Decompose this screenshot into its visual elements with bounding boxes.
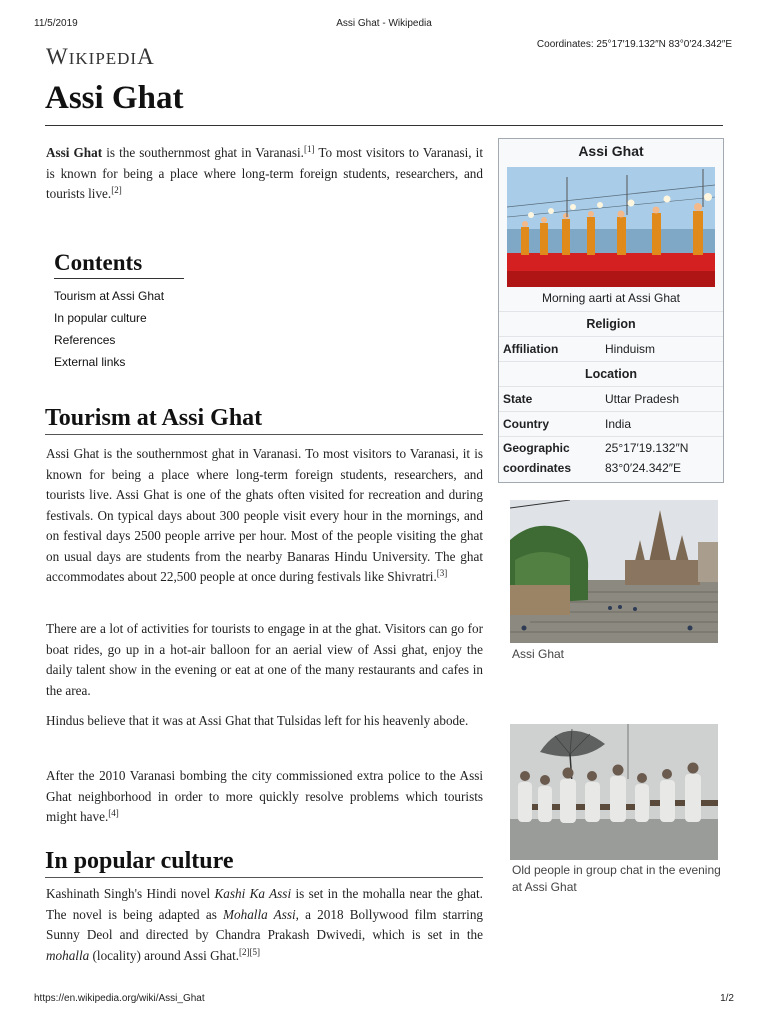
toc-item-popular-culture[interactable]: In popular culture [54, 311, 147, 325]
country-label: Country [503, 417, 549, 431]
geo-label [499, 438, 601, 478]
affiliation-label: Affiliation [503, 342, 559, 356]
geo-label-line-2: coordinates [503, 461, 572, 475]
thumbnail-elders-chat-photo[interactable] [510, 724, 718, 860]
table-of-contents [54, 250, 184, 373]
geo-value[interactable] [601, 438, 723, 478]
ref-link-3[interactable]: [3] [436, 568, 448, 578]
aarti-illustration [507, 167, 715, 287]
print-title: Assi Ghat - Wikipedia [336, 18, 432, 29]
tourism-p4-text: After the 2010 Varanasi bombing the city commissioned extra police to the Assi Ghat neighborhood in order to more quickly resolve problems which tourists might have. [46, 768, 483, 824]
wikipedia-logo[interactable] [46, 44, 155, 70]
culture-text-3: , a 2018 Bollywood film starring Sunny Deol and directed by Chandra Prakash Dwivedi, which is set in the [46, 906, 484, 942]
lead-text-2: To most visitors to Varanasi, it is known for being a place where long-term foreign students, researchers, and tourists live. [46, 145, 483, 201]
thumbnail-caption-1: Assi Ghat [512, 647, 565, 661]
infobox-row-coordinates [499, 436, 723, 478]
ghat-steps-illustration [510, 500, 718, 643]
lead-paragraph [46, 143, 483, 205]
toc-item-references[interactable]: References [54, 333, 116, 347]
affiliation-value[interactable]: Hinduism [605, 342, 656, 356]
state-label: State [503, 392, 533, 406]
infobox-row-country [499, 411, 723, 436]
section-heading-popular-culture: In popular culture [45, 848, 483, 878]
toc-item-external-links[interactable]: External links [54, 355, 126, 369]
print-url: https://en.wikipedia.org/wiki/Assi_Ghat [34, 993, 205, 1004]
logo-w: W [46, 44, 69, 69]
print-page-number: 1/2 [720, 993, 734, 1004]
infobox-caption: Morning aarti at Assi Ghat [541, 291, 681, 305]
thumbnail-caption-2: Old people in group chat in the evening at Assi Ghat [512, 863, 721, 894]
infobox-religion-header: Religion [499, 311, 723, 336]
infobox-row-state [499, 386, 723, 411]
elders-chat-illustration [510, 724, 718, 860]
lead-text-1: is the southernmost ghat in Varanasi. [102, 145, 304, 160]
coordinates-link[interactable]: Coordinates: 25°17′19.132″N 83°0′24.342″E [536, 39, 732, 50]
geo-label-line-1: Geographic [503, 441, 570, 455]
thumbnail-assi-ghat-photo[interactable] [510, 500, 718, 643]
culture-paragraph [46, 884, 483, 966]
infobox-title: Assi Ghat [578, 143, 644, 159]
print-header [34, 18, 734, 32]
country-value[interactable]: India [605, 417, 632, 431]
tourism-paragraph-2: There are a lot of activities for tourists to engage in at the ghat. Visitors can go for boat rides, go up in a hot-air balloon for an aerial view of Assi ghat, enjoy the daily talent show in the evening or eat at one of the many restaurants and cafes in the area. [46, 621, 483, 698]
geo-value-lon: 83°0′24.342″E [605, 461, 682, 475]
toc-item-tourism[interactable]: Tourism at Assi Ghat [54, 289, 165, 303]
tourism-p1-text: Assi Ghat is the southernmost ghat in Varanasi. To most visitors to Varanasi, it is known for being a place where long-term foreign students, researchers, and tourists live. Assi Ghat is one of the ghats often visited for recreation and during festivals. On typical days about 300 people visit every hour in the mornings, and on festival days 2500 people arrive per hour. Most of the people visiting the ghat on usual days are students from the nearby Banaras Hindu University. The ghat accommodates about 22,500 people at once during festivals like Shivratri. [46, 446, 483, 584]
tourism-paragraph-3: Hindus believe that it was at Assi Ghat that Tulsidas left for his heavenly abode. [46, 713, 469, 728]
geo-value-lat: 25°17′19.132″N [605, 441, 689, 455]
title-divider [45, 125, 723, 126]
ref-link-2[interactable]: [2] [111, 185, 122, 195]
culture-text-2: is set in the mohalla near the ghat. The novel is being adapted as [46, 886, 483, 922]
culture-novel-title[interactable]: Kashi Ka Assi [214, 886, 292, 901]
infobox-location-header: Location [499, 361, 723, 386]
infobox [498, 138, 724, 483]
lead-bold-title: Assi Ghat [46, 145, 103, 160]
infobox-photo-morning-aarti[interactable] [507, 167, 715, 287]
culture-mohalla-term: mohalla [46, 947, 90, 963]
tourism-paragraph-4 [46, 766, 483, 828]
ref-link-5[interactable]: [2][5] [239, 946, 261, 957]
print-date: 11/5/2019 [34, 18, 78, 29]
page-title: Assi Ghat [45, 80, 184, 116]
logo-mid: IKIPEDI [68, 49, 138, 68]
ref-link-4[interactable]: [4] [108, 808, 119, 818]
culture-text-1: Kashinath Singh's Hindi novel [46, 886, 215, 901]
state-value[interactable]: Uttar Pradesh [605, 392, 680, 406]
ref-link-1[interactable]: [1] [303, 144, 315, 154]
toc-title: Contents [54, 250, 184, 279]
culture-text-4: (locality) around Assi Ghat. [89, 947, 240, 963]
print-footer [34, 993, 734, 1007]
tourism-paragraph-1 [46, 444, 483, 588]
culture-film-title[interactable]: Mohalla Assi [223, 906, 296, 922]
logo-a: A [137, 44, 155, 69]
section-heading-tourism: Tourism at Assi Ghat [45, 405, 483, 435]
infobox-row-affiliation [499, 336, 723, 361]
